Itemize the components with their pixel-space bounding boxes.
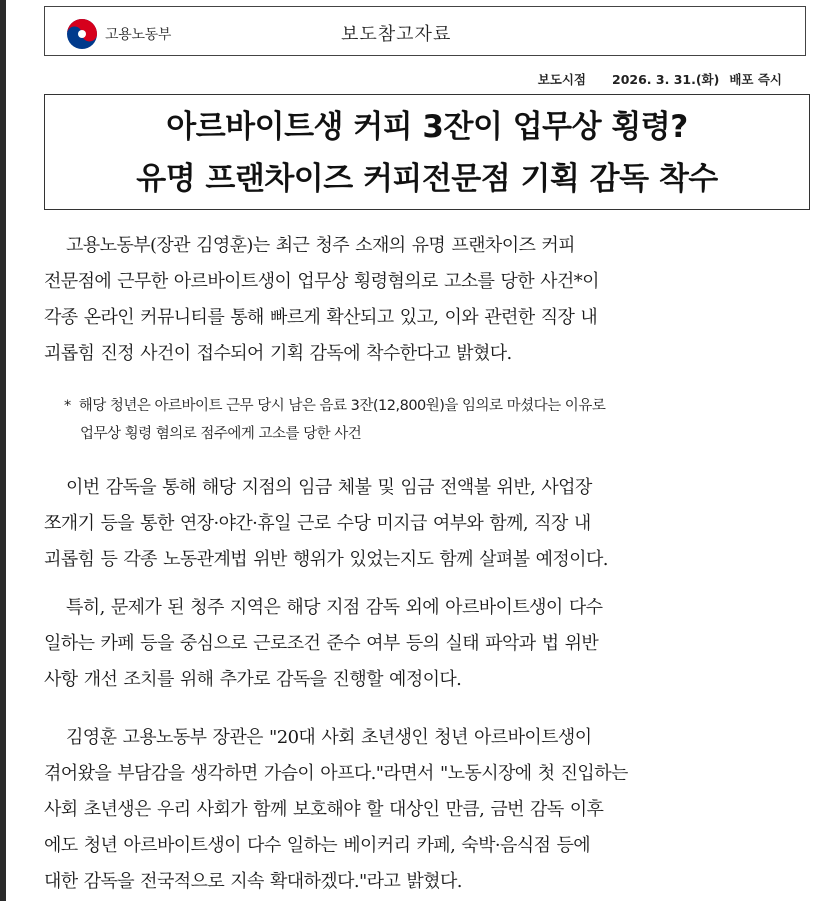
- paragraph-2: [44, 470, 812, 578]
- paragraph-line: 사항 개선 조치를 위해 추가로 감독을 진행할 예정이다.: [44, 669, 462, 690]
- headline-line-2: 유명 프랜차이즈 커피전문점 기획 감독 착수: [136, 161, 718, 197]
- document-header: [44, 6, 806, 56]
- release-date: 2026. 3. 31.(화): [612, 72, 720, 87]
- paragraph-line: 일하는 카페 등을 중심으로 근로조건 준수 여부 등의 실태 파악과 법 위반: [44, 633, 599, 654]
- footnote: [64, 392, 814, 448]
- paragraph-line: 사회 초년생은 우리 사회가 함께 보호해야 할 대상인 만큼, 금번 감독 이후: [44, 799, 604, 820]
- paragraph-line: 쪼개기 등을 통한 연장·야간·휴일 근로 수당 미지급 여부와 함께, 직장 내: [44, 513, 591, 534]
- paragraph-3: [44, 590, 812, 698]
- paragraph-line: 겪어왔을 부담감을 생각하면 가슴이 아프다."라면서 "노동시장에 첫 진입하는: [44, 763, 628, 784]
- paragraph-4: [44, 720, 812, 900]
- paragraph-line: 대한 감독을 전국적으로 지속 확대하겠다."라고 밝혔다.: [44, 871, 462, 892]
- headline-box: [44, 94, 810, 210]
- paragraph-line: 각종 온라인 커뮤니티를 통해 빠르게 확산되고 있고, 이와 관련한 직장 내: [44, 307, 598, 328]
- press-release-page: [6, 0, 830, 901]
- document-type: 보도참고자료: [341, 24, 452, 45]
- distribution-timing: 배포 즉시: [729, 72, 782, 87]
- paragraph-line: 고용노동부(장관 김영훈)는 최근 청주 소재의 유명 프랜차이즈 커피: [66, 235, 575, 256]
- paragraph-line: 김영훈 고용노동부 장관은 "20대 사회 초년생인 청년 아르바이트생이: [66, 727, 592, 748]
- government-emblem-icon: [65, 17, 99, 51]
- release-label: 보도시점: [537, 72, 586, 87]
- footnote-bullet: *: [64, 398, 71, 414]
- paragraph-line: 괴롭힘 진정 사건이 접수되어 기획 감독에 착수한다고 밝혔다.: [44, 343, 512, 364]
- paragraph-line: 전문점에 근무한 아르바이트생이 업무상 횡령혐의로 고소를 당한 사건*이: [44, 271, 599, 292]
- release-info: [538, 70, 782, 88]
- paragraph-line: 특히, 문제가 된 청주 지역은 해당 지점 감독 외에 아르바이트생이 다수: [66, 597, 603, 618]
- paragraph-line: 괴롭힘 등 각종 노동관계법 위반 행위가 있었는지도 함께 살펴볼 예정이다.: [44, 549, 608, 570]
- headline-line-1: 아르바이트생 커피 3잔이 업무상 횡령?: [166, 109, 688, 145]
- agency-name: 고용노동부: [105, 27, 172, 43]
- paragraph-1: [44, 228, 812, 372]
- footnote-line: 업무상 횡령 혐의로 점주에게 고소를 당한 사건: [80, 426, 362, 442]
- footnote-line: 해당 청년은 아르바이트 근무 당시 남은 음료 3잔(12,800원)을 임의로 마셨다는 이유로: [78, 398, 606, 414]
- agency-logo: [65, 17, 171, 51]
- paragraph-line: 이번 감독을 통해 해당 지점의 임금 체불 및 임금 전액불 위반, 사업장: [66, 477, 592, 498]
- paragraph-line: 에도 청년 아르바이트생이 다수 일하는 베이커리 카페, 숙박·음식점 등에: [44, 835, 591, 856]
